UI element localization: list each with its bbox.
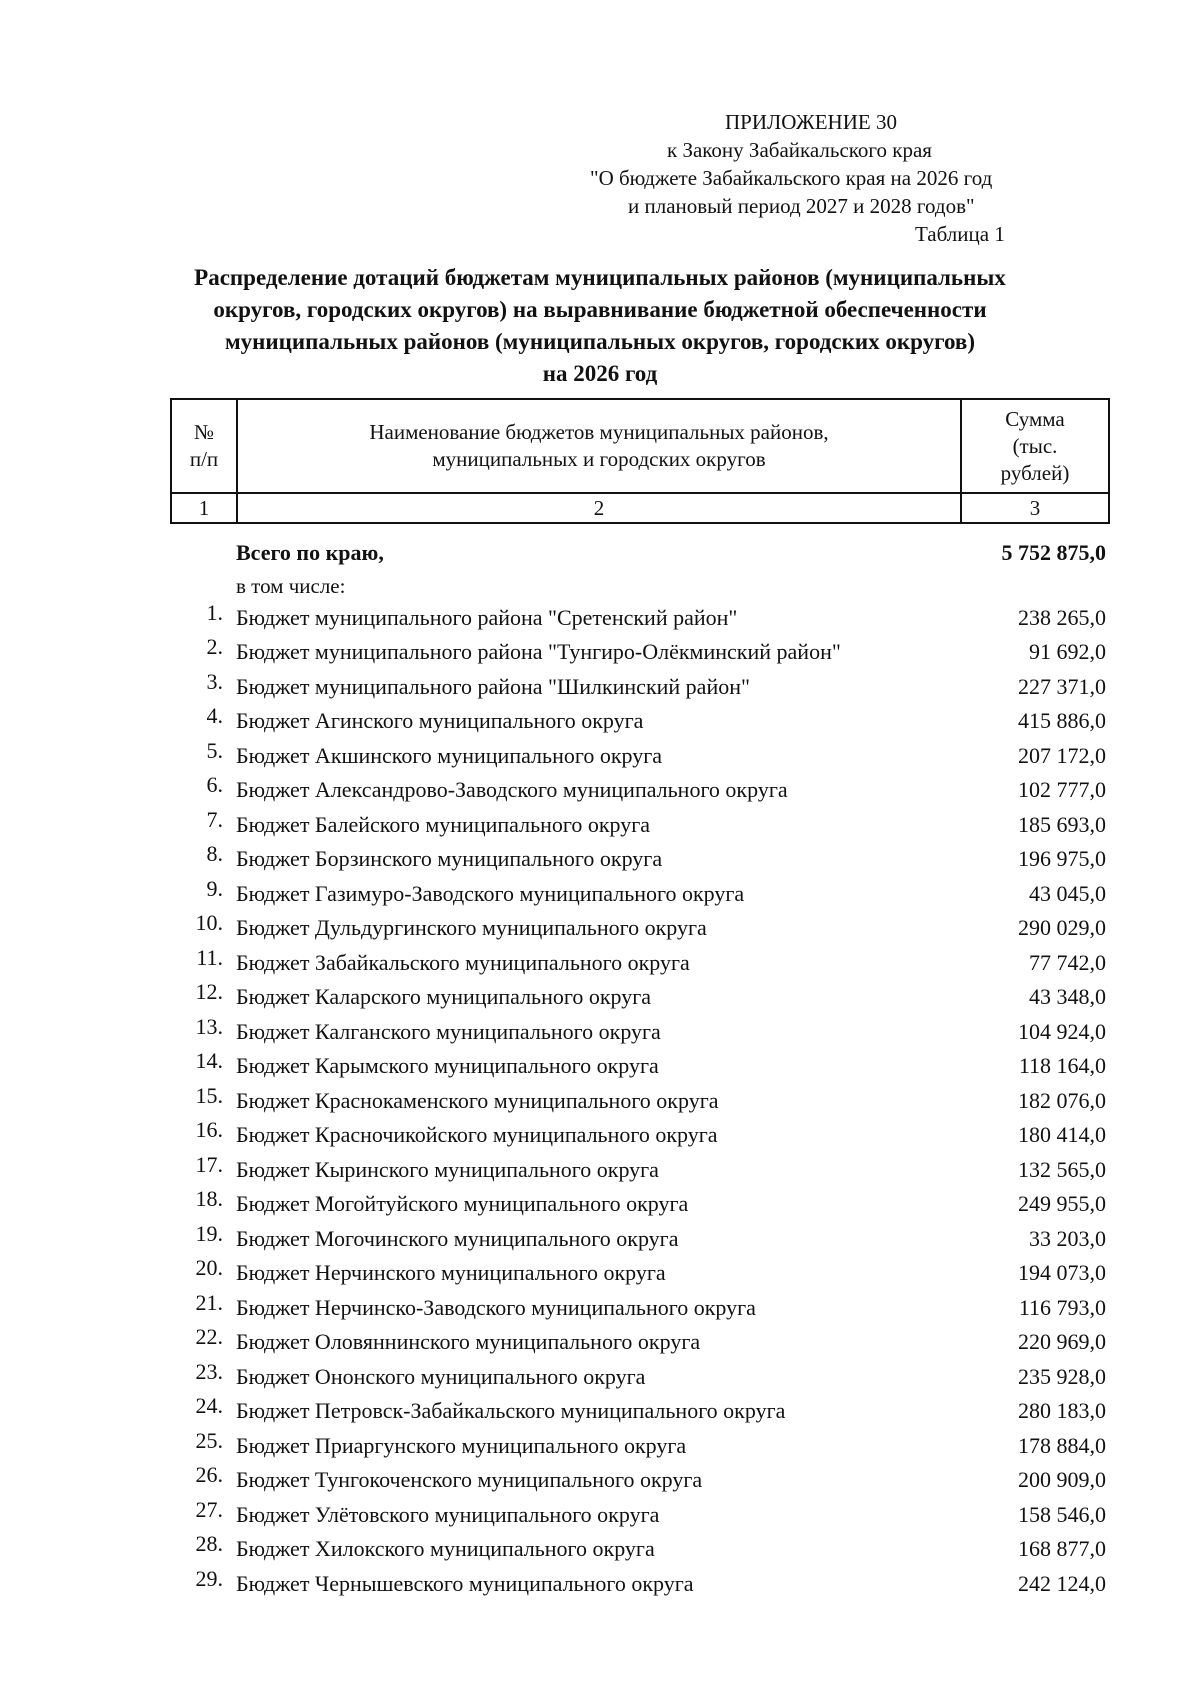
row-number: 9. bbox=[206, 875, 223, 901]
total-label: Всего по краю, bbox=[236, 540, 384, 566]
budget-name: Бюджет Забайкальского муниципального округа bbox=[236, 949, 690, 975]
header-number-symbol: № bbox=[193, 420, 215, 444]
budget-name: Бюджет Красночикойского муниципального округа bbox=[236, 1122, 718, 1148]
budget-name: Бюджет Кыринского муниципального округа bbox=[236, 1156, 659, 1182]
budget-amount: 194 073,0 bbox=[1018, 1260, 1106, 1286]
table-row bbox=[170, 1187, 1110, 1222]
budget-amount: 415 886,0 bbox=[1018, 708, 1106, 734]
budget-name: Бюджет Петровск-Забайкальского муниципального округа bbox=[236, 1398, 786, 1424]
budget-name: Бюджет Улётовского муниципального округа bbox=[236, 1501, 660, 1527]
budget-name: Бюджет Каларского муниципального округа bbox=[236, 984, 652, 1010]
table-row bbox=[170, 1360, 1110, 1395]
budget-name: Бюджет Нерчинского муниципального округа bbox=[236, 1260, 666, 1286]
including-row bbox=[170, 571, 1110, 601]
row-number: 3. bbox=[206, 668, 223, 694]
budget-amount: 185 693,0 bbox=[1018, 811, 1106, 837]
column-number-3: 3 bbox=[961, 493, 1109, 523]
budget-name: Бюджет Агинского муниципального округа bbox=[236, 708, 644, 734]
column-number-2: 2 bbox=[237, 493, 961, 523]
budget-name: Бюджет Хилокского муниципального округа bbox=[236, 1536, 655, 1562]
budget-name: Бюджет Александрово-Заводского муниципального округа bbox=[236, 777, 788, 803]
row-number: 5. bbox=[206, 737, 223, 763]
header-amount-line-1: Сумма bbox=[1005, 406, 1065, 431]
budget-name: Бюджет Могочинского муниципального округа bbox=[236, 1225, 679, 1251]
header-name-line-2: муниципальных и городских округов bbox=[432, 447, 766, 471]
budget-amount: 227 371,0 bbox=[1018, 673, 1106, 699]
table-row bbox=[170, 670, 1110, 705]
table-row bbox=[170, 877, 1110, 912]
budget-amount: 77 742,0 bbox=[1029, 949, 1106, 975]
row-number: 13. bbox=[195, 1013, 223, 1039]
budget-amount: 235 928,0 bbox=[1018, 1363, 1106, 1389]
budget-amount: 249 955,0 bbox=[1018, 1191, 1106, 1217]
budget-name: Бюджет Оловяннинского муниципального округа bbox=[236, 1329, 701, 1355]
law-reference: к Закону Забайкальского края bbox=[667, 138, 932, 162]
budget-amount: 220 969,0 bbox=[1018, 1329, 1106, 1355]
column-number-1: 1 bbox=[171, 493, 237, 523]
budget-rows bbox=[170, 601, 1110, 1602]
annex-number: ПРИЛОЖЕНИЕ 30 bbox=[725, 110, 897, 134]
budget-amount: 182 076,0 bbox=[1018, 1087, 1106, 1113]
row-number: 15. bbox=[195, 1082, 223, 1108]
row-number: 17. bbox=[195, 1151, 223, 1177]
row-number: 14. bbox=[195, 1048, 223, 1074]
column-number-row bbox=[171, 493, 1109, 523]
budget-name: Бюджет Газимуро-Заводского муниципального округа bbox=[236, 880, 745, 906]
table-label: Таблица 1 bbox=[915, 222, 1005, 246]
including-label: в том числе: bbox=[236, 573, 346, 598]
table-row bbox=[170, 1429, 1110, 1464]
budget-amount: 116 793,0 bbox=[1018, 1294, 1106, 1320]
budget-amount: 43 348,0 bbox=[1029, 984, 1106, 1010]
table-row bbox=[170, 1498, 1110, 1533]
budget-amount: 168 877,0 bbox=[1018, 1536, 1106, 1562]
budget-amount: 280 183,0 bbox=[1018, 1398, 1106, 1424]
table-row bbox=[170, 1567, 1110, 1602]
budget-amount: 102 777,0 bbox=[1018, 777, 1106, 803]
table-row bbox=[170, 1394, 1110, 1429]
table-row bbox=[170, 1015, 1110, 1050]
budget-name: Бюджет Акшинского муниципального округа bbox=[236, 742, 663, 768]
table-row bbox=[170, 1084, 1110, 1119]
budget-name: Бюджет Чернышевского муниципального округа bbox=[236, 1570, 694, 1596]
table-row bbox=[170, 1325, 1110, 1360]
title-line-3: муниципальных районов (муниципальных округов, городских округов) bbox=[224, 329, 976, 354]
total-value: 5 752 875,0 bbox=[1001, 540, 1106, 566]
table-row bbox=[170, 1291, 1110, 1326]
budget-amount: 242 124,0 bbox=[1018, 1570, 1106, 1596]
table-row bbox=[170, 1118, 1110, 1153]
budget-amount: 43 045,0 bbox=[1029, 880, 1106, 906]
row-number: 29. bbox=[195, 1565, 223, 1591]
budget-amount: 158 546,0 bbox=[1018, 1501, 1106, 1527]
budget-name: Бюджет Краснокаменского муниципального округа bbox=[236, 1087, 719, 1113]
row-number: 1. bbox=[206, 599, 223, 625]
header-number-abbr: п/п bbox=[189, 447, 219, 471]
title-line-1: Распределение дотаций бюджетам муниципальных районов (муниципальных bbox=[194, 265, 1006, 290]
table-row bbox=[170, 946, 1110, 981]
row-number: 10. bbox=[195, 910, 223, 936]
table-body bbox=[170, 536, 1110, 1601]
table-row bbox=[170, 1532, 1110, 1567]
row-number: 16. bbox=[195, 1117, 223, 1143]
budget-amount: 132 565,0 bbox=[1018, 1156, 1106, 1182]
budget-name: Бюджет муниципального района "Тунгиро-Олёкминский район" bbox=[236, 639, 841, 665]
budget-name: Бюджет Ононского муниципального округа bbox=[236, 1363, 646, 1389]
budget-amount: 104 924,0 bbox=[1018, 1018, 1106, 1044]
annex-header bbox=[560, 108, 1060, 248]
budget-amount: 207 172,0 bbox=[1018, 742, 1106, 768]
row-number: 22. bbox=[195, 1324, 223, 1350]
budget-amount: 91 692,0 bbox=[1029, 639, 1106, 665]
table-row bbox=[170, 601, 1110, 636]
table-row bbox=[170, 1256, 1110, 1291]
law-title-line-1: "О бюджете Забайкальского края на 2026 год bbox=[590, 166, 993, 190]
table-row bbox=[170, 739, 1110, 774]
row-number: 24. bbox=[195, 1393, 223, 1419]
row-number: 4. bbox=[206, 703, 223, 729]
budget-amount: 180 414,0 bbox=[1018, 1122, 1106, 1148]
total-row bbox=[170, 536, 1110, 571]
budget-amount: 290 029,0 bbox=[1018, 915, 1106, 941]
budget-name: Бюджет Балейского муниципального округа bbox=[236, 811, 651, 837]
header-amount-cell bbox=[961, 399, 1109, 493]
table-row bbox=[170, 980, 1110, 1015]
budget-amount: 33 203,0 bbox=[1029, 1225, 1106, 1251]
budget-name: Бюджет Тунгокоченского муниципального округа bbox=[236, 1467, 703, 1493]
header-amount-line-2: (тыс. bbox=[1012, 433, 1058, 458]
title-line-4: на 2026 год bbox=[542, 361, 658, 386]
budget-amount: 178 884,0 bbox=[1018, 1432, 1106, 1458]
budget-name: Бюджет Карымского муниципального округа bbox=[236, 1053, 659, 1079]
title-line-2: округов, городских округов) на выравнивание бюджетной обеспеченности bbox=[213, 297, 987, 322]
row-number: 20. bbox=[195, 1255, 223, 1281]
row-number: 18. bbox=[195, 1186, 223, 1212]
table-row bbox=[170, 1222, 1110, 1257]
budget-amount: 196 975,0 bbox=[1018, 846, 1106, 872]
header-row bbox=[171, 399, 1109, 493]
table-row bbox=[170, 842, 1110, 877]
row-number: 12. bbox=[195, 979, 223, 1005]
table-row bbox=[170, 808, 1110, 843]
header-name-line-1: Наименование бюджетов муниципальных районов, bbox=[369, 420, 829, 444]
table-row bbox=[170, 1463, 1110, 1498]
budget-name: Бюджет Нерчинско-Заводского муниципального округа bbox=[236, 1294, 756, 1320]
budget-name: Бюджет Калганского муниципального округа bbox=[236, 1018, 661, 1044]
budget-name: Бюджет Дульдургинского муниципального округа bbox=[236, 915, 707, 941]
table-row bbox=[170, 704, 1110, 739]
table-header bbox=[170, 398, 1110, 524]
row-number: 27. bbox=[195, 1496, 223, 1522]
budget-amount: 118 164,0 bbox=[1018, 1053, 1106, 1079]
budget-name: Бюджет муниципального района "Шилкинский район" bbox=[236, 673, 750, 699]
document-title bbox=[150, 262, 1050, 390]
header-number-cell bbox=[171, 399, 237, 493]
row-number: 26. bbox=[195, 1462, 223, 1488]
row-number: 25. bbox=[195, 1427, 223, 1453]
table-row bbox=[170, 1153, 1110, 1188]
table-row bbox=[170, 773, 1110, 808]
budget-name: Бюджет муниципального района "Сретенский район" bbox=[236, 604, 738, 630]
budget-name: Бюджет Приаргунского муниципального округа bbox=[236, 1432, 687, 1458]
row-number: 28. bbox=[195, 1531, 223, 1557]
row-number: 6. bbox=[206, 772, 223, 798]
budget-amount: 200 909,0 bbox=[1018, 1467, 1106, 1493]
budget-amount: 238 265,0 bbox=[1018, 604, 1106, 630]
row-number: 8. bbox=[206, 841, 223, 867]
row-number: 21. bbox=[195, 1289, 223, 1315]
table-row bbox=[170, 635, 1110, 670]
row-number: 2. bbox=[206, 634, 223, 660]
table-row bbox=[170, 911, 1110, 946]
row-number: 11. bbox=[196, 944, 223, 970]
law-title-line-2: и плановый период 2027 и 2028 годов" bbox=[628, 194, 975, 218]
row-number: 19. bbox=[195, 1220, 223, 1246]
header-name-cell bbox=[237, 399, 961, 493]
budget-name: Бюджет Борзинского муниципального округа bbox=[236, 846, 663, 872]
budget-name: Бюджет Могойтуйского муниципального округа bbox=[236, 1191, 689, 1217]
table-row bbox=[170, 1049, 1110, 1084]
row-number: 23. bbox=[195, 1358, 223, 1384]
header-amount-line-3: рублей) bbox=[1000, 460, 1070, 485]
row-number: 7. bbox=[206, 806, 223, 832]
